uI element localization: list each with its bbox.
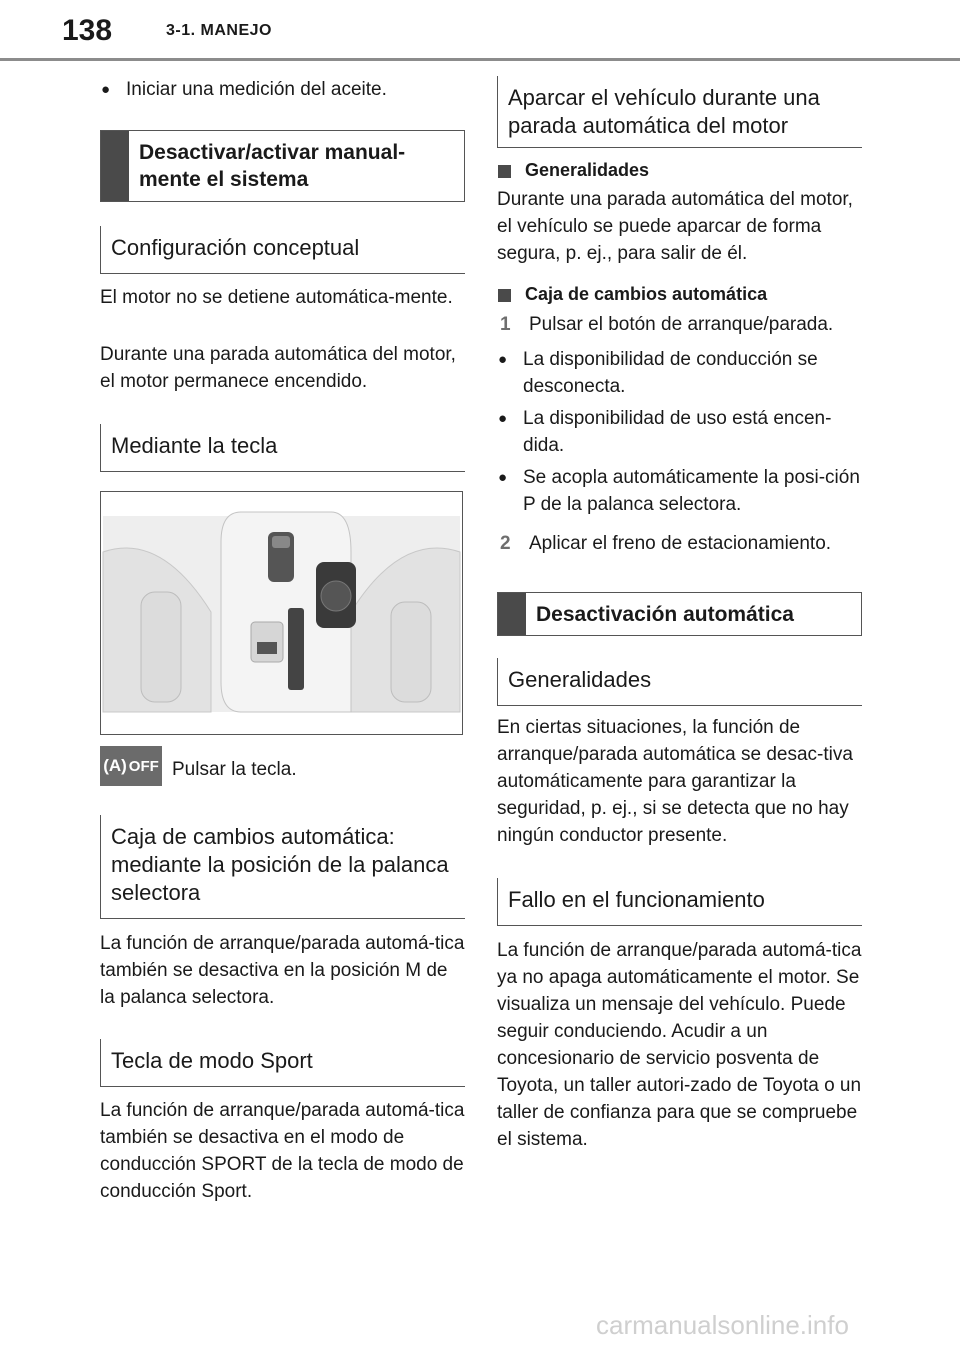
step-1-number: 1 (500, 314, 511, 335)
step-1-text: Pulsar el botón de arranque/parada. (529, 314, 834, 335)
subheading-key: Mediante la tecla (100, 424, 465, 472)
subheading-gearbox: Caja de cambios automática: mediante la posición de la palanca selectora (100, 815, 465, 919)
gearbox-paragraph: La función de arranque/parada automá-tica también se desactiva en la posición M de la palanca selectora. (100, 933, 465, 1008)
key-icon-label: OFF (128, 757, 159, 775)
auto-start-stop-off-key-icon (100, 746, 162, 786)
key-caption: Pulsar la tecla. (172, 759, 297, 780)
watermark: carmanualsonline.info (596, 1310, 849, 1340)
subheading-park: Aparcar el vehículo durante una parada automática del motor (497, 76, 862, 148)
subheading-sport: Tecla de modo Sport (100, 1039, 465, 1087)
power-off-glyph-icon: (A) (103, 756, 127, 775)
section-title: 3-1. MANEJO (166, 22, 272, 39)
page-header (0, 0, 960, 62)
bullet-park-position: ● Se acopla automáticamente la posi-ción P de la palanca selectora. (497, 464, 862, 518)
center-console-illustration (101, 492, 462, 734)
subheading-general-2: Generalidades (497, 658, 862, 706)
subheading-concept: Configuración conceptual (100, 226, 465, 274)
step-2-text: Aplicar el freno de estacionamiento. (529, 533, 832, 554)
subheading-failure: Fallo en el funcionamiento (497, 878, 862, 926)
heading-auto-deactivation: Desactivación automática (497, 592, 862, 636)
step-2-number: 2 (500, 533, 511, 554)
sport-paragraph: La función de arranque/parada automá-tica también se desactiva en el modo de conducción SPORT de la tecla de modo de conducción Sport. (100, 1100, 465, 1202)
bullet-oil-measurement: ● Iniciar una medición del aceite. (100, 76, 465, 103)
bullet-driving-off: ● La disponibilidad de conducción se desconecta. (497, 346, 862, 400)
step-1 (497, 311, 862, 338)
concept-paragraph-2: Durante una parada automática del motor, el motor permanece encendido. (100, 344, 456, 392)
heading-general: Generalidades (497, 157, 862, 184)
bullet-use-on: ● La disponibilidad de uso está encen-dida. (497, 405, 862, 459)
general-2-paragraph: En ciertas situaciones, la función de arranque/parada automática se desac-tiva automáticamente para garantizar la seguridad, p. ej., si se detecta que no hay ningún conductor presente. (497, 717, 853, 846)
step-2 (497, 530, 862, 557)
center-console-figure (100, 491, 463, 735)
header-divider (0, 58, 960, 61)
heading-manual-toggle: Desactivar/activar manual-mente el sistema (100, 130, 465, 202)
page-number: 138 (62, 14, 113, 47)
concept-paragraph-1: El motor no se detiene automática-mente. (100, 287, 453, 308)
failure-paragraph: La función de arranque/parada automá-tica ya no apaga automáticamente el motor. Se visualiza un mensaje del vehículo. Puede seguir conduciendo. Acudir a un concesionario de servicio posventa de Toyota, un taller autori-zado de Toyota o un taller de confianza para que se compruebe el sistema. (497, 940, 862, 1150)
heading-automatic-gearbox: Caja de cambios automática (497, 281, 862, 308)
general-paragraph: Durante una parada automática del motor, el vehículo se puede aparcar de forma segura, p. ej., para salir de él. (497, 189, 853, 264)
